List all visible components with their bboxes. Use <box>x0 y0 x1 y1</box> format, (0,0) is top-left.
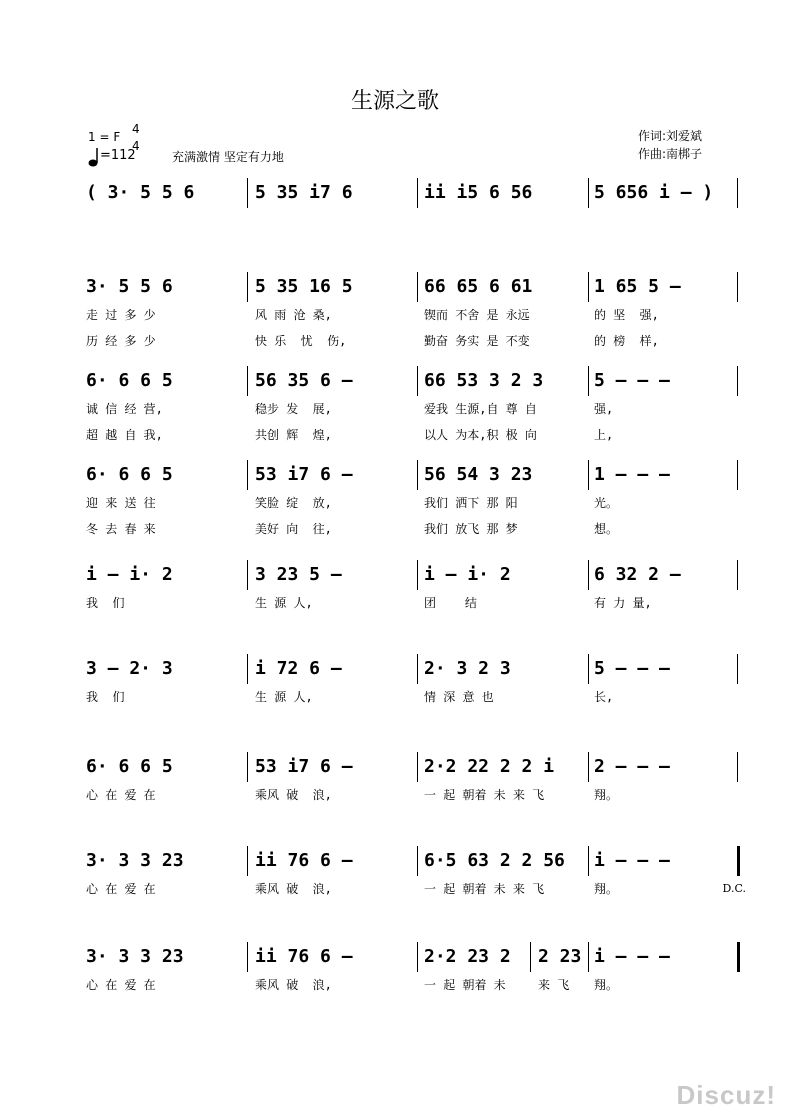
song-title: 生源之歌 <box>350 89 439 114</box>
measure-notes: i – i· 2 <box>86 564 173 585</box>
measure-notes: 6·5 63 2 2 56 <box>424 850 565 871</box>
lyric-segment: 美好 向 往, <box>255 522 332 536</box>
barline <box>247 846 248 876</box>
notes-line <box>0 752 790 782</box>
measure-notes: 53 i7 6 – <box>255 464 353 485</box>
lyrics-line <box>0 976 790 996</box>
measure-notes: 5 – – – <box>594 658 670 679</box>
notes-line <box>0 846 790 876</box>
barline <box>417 272 418 302</box>
lyric-segment: 以人 为本,积 极 向 <box>424 428 537 442</box>
notes-line <box>0 942 790 972</box>
barline <box>588 272 589 302</box>
measure-notes: i – i· 2 <box>424 564 511 585</box>
lyric-segment: 翔。 <box>594 978 619 992</box>
measure-notes: ii 76 6 – <box>255 850 353 871</box>
measure-notes: 66 65 6 61 <box>424 276 533 297</box>
barline <box>417 846 418 876</box>
lyric-segment: 心 在 爱 在 <box>86 882 156 896</box>
measure-notes: 5 656 i – ) <box>594 182 714 203</box>
lyrics-line <box>0 786 790 806</box>
barline <box>417 942 418 972</box>
barline <box>737 460 738 490</box>
lyric-segment: 乘风 破 浪, <box>255 882 332 896</box>
lyric-segment: 我们 放飞 那 梦 <box>424 522 518 536</box>
barline <box>588 178 589 208</box>
lyricist-credit: 作词:刘爱斌 <box>638 129 703 143</box>
measure-notes: 53 i7 6 – <box>255 756 353 777</box>
lyric-segment: 上, <box>594 428 614 442</box>
lyric-segment: 强, <box>594 402 614 416</box>
lyric-segment: 勤奋 务实 是 不变 <box>424 334 530 348</box>
measure-notes: i 72 6 – <box>255 658 342 679</box>
lyric-segment: 的 坚 强, <box>594 308 659 322</box>
lyric-segment: 稳步 发 展, <box>255 402 332 416</box>
barline <box>737 272 738 302</box>
lyric-segment: 我 们 <box>86 596 125 610</box>
measure-notes: ii i5 6 56 <box>424 182 533 203</box>
barline <box>247 272 248 302</box>
barline <box>417 178 418 208</box>
lyric-segment: 团 结 <box>424 596 477 610</box>
lyric-segment: 迎 来 送 往 <box>86 496 156 510</box>
notes-line <box>0 272 790 302</box>
barline <box>588 846 589 876</box>
lyrics-line <box>0 520 790 540</box>
notes-line <box>0 366 790 396</box>
time-signature-bottom: 4 <box>132 139 140 153</box>
lyric-segment: 诚 信 经 营, <box>86 402 163 416</box>
lyric-segment: 乘风 破 浪, <box>255 788 332 802</box>
barline <box>247 366 248 396</box>
lyric-segment: 生 源 人, <box>255 596 313 610</box>
lyric-segment: 走 过 多 少 <box>86 308 156 322</box>
barline <box>737 846 740 876</box>
barline <box>247 654 248 684</box>
notes-line <box>0 460 790 490</box>
barline <box>417 366 418 396</box>
lyric-segment: 我 们 <box>86 690 125 704</box>
measure-notes: ( 3· 5 5 6 <box>86 182 195 203</box>
time-signature-top: 4 <box>132 122 140 136</box>
measure-notes: 3 – 2· 3 <box>86 658 173 679</box>
measure-notes: 66 53 3 2 3 <box>424 370 544 391</box>
notes-line <box>0 560 790 590</box>
da-capo-marking: D.C. <box>722 882 746 895</box>
barline <box>247 460 248 490</box>
barline <box>247 178 248 208</box>
lyric-segment: 的 榜 样, <box>594 334 659 348</box>
barline <box>247 560 248 590</box>
barline <box>417 460 418 490</box>
barline <box>588 942 589 972</box>
barline <box>588 752 589 782</box>
barline <box>530 942 531 972</box>
barline <box>588 560 589 590</box>
expression-marking: 充满激情 坚定有力地 <box>172 150 284 164</box>
measure-notes: 2 23 <box>538 946 582 967</box>
lyric-segment: 情 深 意 也 <box>424 690 494 704</box>
measure-notes: 3· 3 3 23 <box>86 850 184 871</box>
lyric-segment: 翔。 <box>594 882 619 896</box>
barline <box>417 560 418 590</box>
measure-notes: 3· 5 5 6 <box>86 276 173 297</box>
barline <box>737 366 738 396</box>
barline <box>588 460 589 490</box>
barline <box>417 752 418 782</box>
lyrics-line <box>0 494 790 514</box>
measure-notes: 6 32 2 – <box>594 564 681 585</box>
barline <box>588 654 589 684</box>
lyric-segment: 一 起 朝着 未 <box>424 978 506 992</box>
lyric-segment: 来 飞 <box>538 978 570 992</box>
lyrics-line <box>0 332 790 352</box>
lyric-segment: 我们 洒下 那 阳 <box>424 496 518 510</box>
measure-notes: 1 – – – <box>594 464 670 485</box>
lyric-segment: 历 经 多 少 <box>86 334 156 348</box>
barline <box>737 560 738 590</box>
barline <box>737 654 738 684</box>
measure-notes: 5 35 16 5 <box>255 276 353 297</box>
measure-notes: 2 – – – <box>594 756 670 777</box>
lyrics-line <box>0 306 790 326</box>
measure-notes: 3· 3 3 23 <box>86 946 184 967</box>
barline <box>737 752 738 782</box>
key-signature: 1 = F <box>88 130 121 144</box>
lyric-segment: 乘风 破 浪, <box>255 978 332 992</box>
measure-notes: 3 23 5 – <box>255 564 342 585</box>
lyric-segment: 一 起 朝着 未 来 飞 <box>424 788 545 802</box>
lyric-segment: 风 雨 沧 桑, <box>255 308 332 322</box>
measure-notes: 6· 6 6 5 <box>86 464 173 485</box>
measure-notes: 2· 3 2 3 <box>424 658 511 679</box>
lyric-segment: 生 源 人, <box>255 690 313 704</box>
lyric-segment: 想。 <box>594 522 619 536</box>
barline <box>588 366 589 396</box>
lyric-segment: 心 在 爱 在 <box>86 788 156 802</box>
lyric-segment: 锲而 不舍 是 永远 <box>424 308 530 322</box>
lyric-segment: 共创 辉 煌, <box>255 428 332 442</box>
measure-notes: 2·2 23 2 <box>424 946 511 967</box>
lyrics-line <box>0 688 790 708</box>
quarter-note-icon <box>88 146 100 168</box>
discuz-watermark: Discuz! <box>676 1080 776 1110</box>
lyric-segment: 一 起 朝着 未 来 飞 <box>424 882 545 896</box>
lyrics-line <box>0 594 790 614</box>
lyrics-line <box>0 400 790 420</box>
lyric-segment: 爱我 生源,自 尊 自 <box>424 402 537 416</box>
measure-notes: i – – – <box>594 850 670 871</box>
measure-notes: 56 54 3 23 <box>424 464 533 485</box>
notes-line <box>0 654 790 684</box>
measure-notes: ii 76 6 – <box>255 946 353 967</box>
lyric-segment: 翔。 <box>594 788 619 802</box>
tempo-marking: =112 <box>100 148 136 163</box>
barline <box>737 178 738 208</box>
lyric-segment: 超 越 自 我, <box>86 428 163 442</box>
measure-notes: 5 35 i7 6 <box>255 182 353 203</box>
lyric-segment: 冬 去 春 来 <box>86 522 156 536</box>
lyric-segment: 长, <box>594 690 614 704</box>
measure-notes: 6· 6 6 5 <box>86 756 173 777</box>
lyric-segment: 快 乐 忧 伤, <box>255 334 347 348</box>
measure-notes: i – – – <box>594 946 670 967</box>
lyric-segment: 笑脸 绽 放, <box>255 496 332 510</box>
lyric-segment: 心 在 爱 在 <box>86 978 156 992</box>
measure-notes: 1 65 5 – <box>594 276 681 297</box>
barline <box>737 942 740 972</box>
lyrics-line <box>0 880 790 900</box>
measure-notes: 6· 6 6 5 <box>86 370 173 391</box>
measure-notes: 5 – – – <box>594 370 670 391</box>
notes-line <box>0 178 790 208</box>
barline <box>247 752 248 782</box>
measure-notes: 56 35 6 – <box>255 370 353 391</box>
composer-credit: 作曲:南梆子 <box>638 147 703 161</box>
measure-notes: 2·2 22 2 2 i <box>424 756 555 777</box>
lyric-segment: 有 力 量, <box>594 596 652 610</box>
barline <box>247 942 248 972</box>
lyric-segment: 光。 <box>594 496 619 510</box>
lyrics-line <box>0 426 790 446</box>
barline <box>417 654 418 684</box>
